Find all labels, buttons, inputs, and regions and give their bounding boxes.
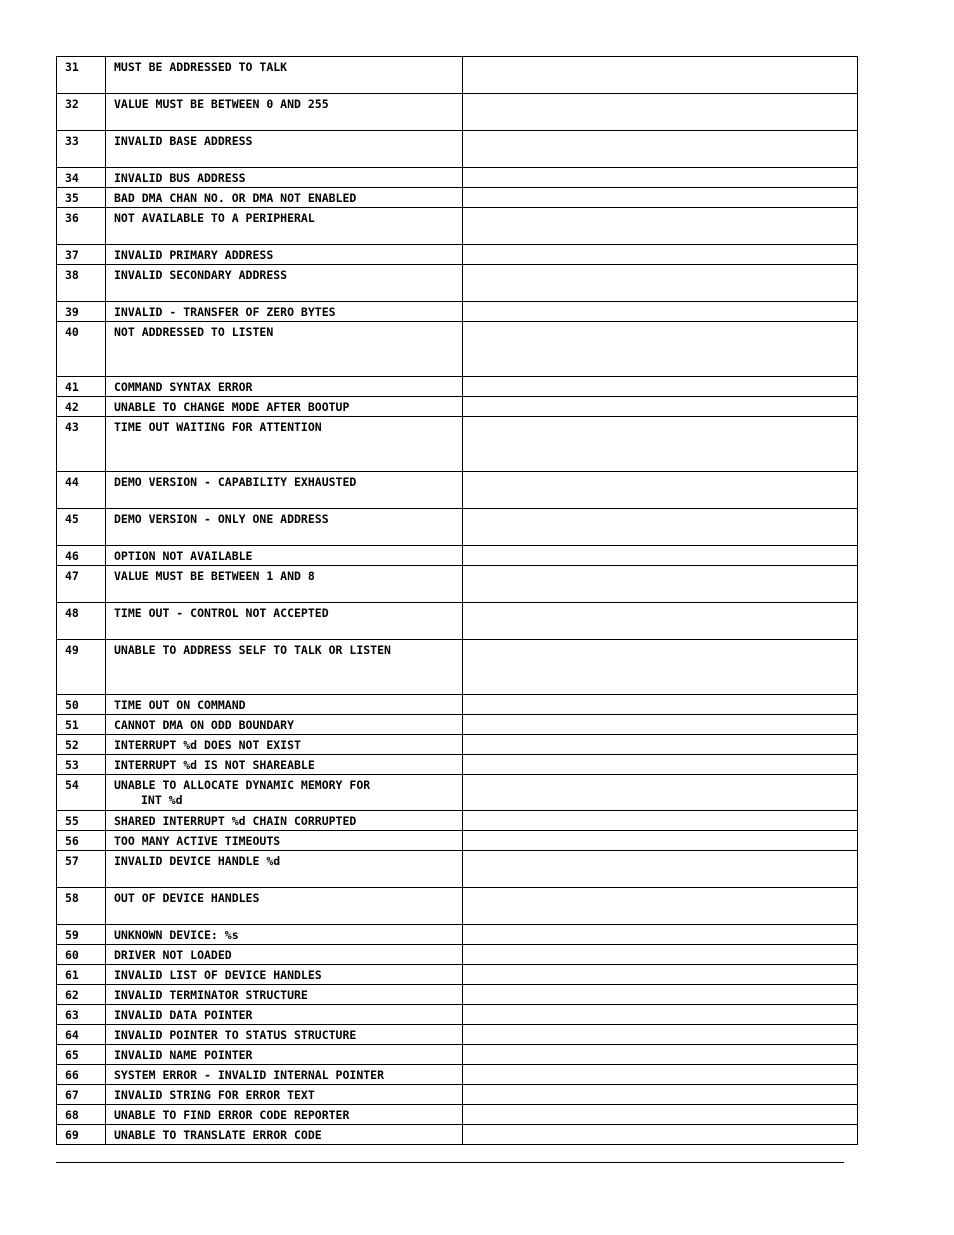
error-message-text: VALUE MUST BE BETWEEN 1 AND 8: [114, 569, 315, 583]
error-code-cell: 56: [57, 831, 106, 851]
error-message-cell: [106, 1085, 463, 1105]
table-row: [57, 208, 858, 245]
error-message-text: TIME OUT WAITING FOR ATTENTION: [114, 420, 322, 434]
error-message-text: UNKNOWN DEVICE: %s: [114, 928, 239, 942]
error-message-cell: [106, 397, 463, 417]
notes-cell: [463, 1065, 858, 1085]
error-code-cell: 59: [57, 925, 106, 945]
error-message-text: INVALID BUS ADDRESS: [114, 171, 246, 185]
table-row: [57, 1085, 858, 1105]
error-message-cell: [106, 831, 463, 851]
error-message-cell: [106, 546, 463, 566]
error-code-cell: 39: [57, 302, 106, 322]
error-message-cell: [106, 755, 463, 775]
error-code-cell: 58: [57, 888, 106, 925]
notes-cell: [463, 1125, 858, 1145]
error-message-cell: [106, 1125, 463, 1145]
table-row: [57, 417, 858, 472]
table-row: [57, 735, 858, 755]
error-message-cell: [106, 131, 463, 168]
error-code-cell: 60: [57, 945, 106, 965]
error-code-cell: 51: [57, 715, 106, 735]
error-message-text: UNABLE TO CHANGE MODE AFTER BOOTUP: [114, 400, 350, 414]
error-message-cell: [106, 985, 463, 1005]
notes-cell: [463, 377, 858, 397]
error-code-cell: 44: [57, 472, 106, 509]
error-code-cell: 32: [57, 94, 106, 131]
error-message-text: INVALID - TRANSFER OF ZERO BYTES: [114, 305, 336, 319]
error-code-cell: 47: [57, 566, 106, 603]
error-code-cell: 49: [57, 640, 106, 695]
error-message-cell: [106, 945, 463, 965]
notes-cell: [463, 472, 858, 509]
notes-cell: [463, 397, 858, 417]
notes-cell: [463, 265, 858, 302]
notes-cell: [463, 509, 858, 546]
error-code-cell: 53: [57, 755, 106, 775]
error-message-text: VALUE MUST BE BETWEEN 0 AND 255: [114, 97, 329, 111]
error-message-cell: [106, 888, 463, 925]
error-code-cell: 63: [57, 1005, 106, 1025]
error-message-cell: [106, 1105, 463, 1125]
error-code-cell: 64: [57, 1025, 106, 1045]
error-message-cell: [106, 695, 463, 715]
error-message-text: INVALID POINTER TO STATUS STRUCTURE: [114, 1028, 357, 1042]
table-row: [57, 1105, 858, 1125]
table-row: [57, 851, 858, 888]
table-row: [57, 715, 858, 735]
error-message-cell: [106, 322, 463, 377]
error-message-text: UNABLE TO ADDRESS SELF TO TALK OR LISTEN: [114, 643, 391, 657]
error-message-cell: [106, 377, 463, 397]
error-code-cell: 35: [57, 188, 106, 208]
error-code-cell: 57: [57, 851, 106, 888]
notes-cell: [463, 208, 858, 245]
error-message-cell: [106, 94, 463, 131]
error-message-text: DEMO VERSION - ONLY ONE ADDRESS: [114, 512, 329, 526]
table-row: [57, 322, 858, 377]
error-message-cell: [106, 188, 463, 208]
error-message-text: DEMO VERSION - CAPABILITY EXHAUSTED: [114, 475, 357, 489]
error-message-cell: [106, 302, 463, 322]
error-code-cell: 68: [57, 1105, 106, 1125]
error-code-cell: 45: [57, 509, 106, 546]
table-row: [57, 603, 858, 640]
error-message-cell: [106, 811, 463, 831]
notes-cell: [463, 640, 858, 695]
error-message-cell: [106, 509, 463, 546]
notes-cell: [463, 831, 858, 851]
error-code-cell: 37: [57, 245, 106, 265]
error-code-cell: 55: [57, 811, 106, 831]
error-message-cell: [106, 851, 463, 888]
notes-cell: [463, 811, 858, 831]
error-message-text: UNABLE TO TRANSLATE ERROR CODE: [114, 1128, 322, 1142]
error-code-cell: 62: [57, 985, 106, 1005]
table-row: [57, 397, 858, 417]
notes-cell: [463, 715, 858, 735]
error-message-text: INVALID PRIMARY ADDRESS: [114, 248, 274, 262]
error-message-cell: [106, 472, 463, 509]
notes-cell: [463, 131, 858, 168]
error-message-text: BAD DMA CHAN NO. OR DMA NOT ENABLED: [114, 191, 357, 205]
notes-cell: [463, 417, 858, 472]
table-row: [57, 640, 858, 695]
notes-cell: [463, 735, 858, 755]
error-message-text: INVALID SECONDARY ADDRESS: [114, 268, 288, 282]
error-message-cell: [106, 775, 463, 811]
table-row: [57, 925, 858, 945]
error-message-cell: [106, 640, 463, 695]
notes-cell: [463, 965, 858, 985]
error-message-cell: [106, 925, 463, 945]
error-code-cell: 43: [57, 417, 106, 472]
table-row: [57, 965, 858, 985]
table-row: [57, 168, 858, 188]
notes-cell: [463, 546, 858, 566]
error-message-text: CANNOT DMA ON ODD BOUNDARY: [114, 718, 295, 732]
notes-cell: [463, 188, 858, 208]
error-message-cell: [106, 735, 463, 755]
error-message-cell: [106, 965, 463, 985]
table-row: [57, 265, 858, 302]
error-message-cell: [106, 1005, 463, 1025]
notes-cell: [463, 1085, 858, 1105]
error-code-cell: 67: [57, 1085, 106, 1105]
error-message-text: INVALID STRING FOR ERROR TEXT: [114, 1088, 315, 1102]
error-message-cell: [106, 1025, 463, 1045]
error-message-cell: [106, 245, 463, 265]
table-row: [57, 245, 858, 265]
table-row: [57, 755, 858, 775]
error-message-cell: [106, 715, 463, 735]
error-message-text: OPTION NOT AVAILABLE: [114, 549, 253, 563]
error-message-text: TOO MANY ACTIVE TIMEOUTS: [114, 834, 281, 848]
table-row: [57, 985, 858, 1005]
table-row: [57, 831, 858, 851]
error-code-cell: 54: [57, 775, 106, 811]
footer-rule: [56, 1162, 844, 1163]
notes-cell: [463, 888, 858, 925]
table-row: [57, 945, 858, 965]
error-message-cell: [106, 603, 463, 640]
error-message-text: UNABLE TO ALLOCATE DYNAMIC MEMORY FOR: [114, 778, 371, 792]
error-message-text: INTERRUPT %d IS NOT SHAREABLE: [114, 758, 315, 772]
error-code-cell: 40: [57, 322, 106, 377]
error-message-text: UNABLE TO FIND ERROR CODE REPORTER: [114, 1108, 350, 1122]
error-message-text: SYSTEM ERROR - INVALID INTERNAL POINTER: [114, 1068, 385, 1082]
table-row: [57, 1025, 858, 1045]
error-code-cell: 61: [57, 965, 106, 985]
error-message-text: INVALID NAME POINTER: [114, 1048, 253, 1062]
notes-cell: [463, 775, 858, 811]
error-code-cell: 52: [57, 735, 106, 755]
error-code-rows: [57, 57, 858, 1145]
table-row: [57, 546, 858, 566]
table-row: [57, 888, 858, 925]
error-code-cell: 41: [57, 377, 106, 397]
notes-cell: [463, 1005, 858, 1025]
error-message-text: INVALID DEVICE HANDLE %d: [114, 854, 281, 868]
table-row: [57, 57, 858, 94]
notes-cell: [463, 322, 858, 377]
error-message-cell: [106, 57, 463, 94]
notes-cell: [463, 1105, 858, 1125]
error-message-text: NOT AVAILABLE TO A PERIPHERAL: [114, 211, 315, 225]
error-message-cell: [106, 265, 463, 302]
table-row: [57, 509, 858, 546]
table-row: [57, 1005, 858, 1025]
error-code-cell: 31: [57, 57, 106, 94]
error-message-text: INVALID DATA POINTER: [114, 1008, 253, 1022]
notes-cell: [463, 851, 858, 888]
error-message-cell: [106, 208, 463, 245]
notes-cell: [463, 245, 858, 265]
error-message-cell: [106, 417, 463, 472]
notes-cell: [463, 566, 858, 603]
error-code-table: [56, 56, 858, 1145]
error-code-cell: 33: [57, 131, 106, 168]
error-message-text: TIME OUT - CONTROL NOT ACCEPTED: [114, 606, 329, 620]
error-code-cell: 65: [57, 1045, 106, 1065]
error-message-text: INVALID LIST OF DEVICE HANDLES: [114, 968, 322, 982]
notes-cell: [463, 755, 858, 775]
table-row: [57, 1065, 858, 1085]
error-message-text: NOT ADDRESSED TO LISTEN: [114, 325, 274, 339]
error-message-text-continued: INT %d: [141, 793, 183, 807]
error-message-text: INVALID BASE ADDRESS: [114, 134, 253, 148]
notes-cell: [463, 168, 858, 188]
error-message-text: TIME OUT ON COMMAND: [114, 698, 246, 712]
table-row: [57, 94, 858, 131]
error-code-cell: 50: [57, 695, 106, 715]
table-row: [57, 131, 858, 168]
table-row: [57, 695, 858, 715]
error-code-cell: 69: [57, 1125, 106, 1145]
notes-cell: [463, 925, 858, 945]
table-row: [57, 811, 858, 831]
table-row: [57, 1045, 858, 1065]
error-message-text: MUST BE ADDRESSED TO TALK: [114, 60, 288, 74]
error-message-text: DRIVER NOT LOADED: [114, 948, 232, 962]
error-message-text: INTERRUPT %d DOES NOT EXIST: [114, 738, 301, 752]
error-message-cell: [106, 1065, 463, 1085]
error-message-cell: [106, 1045, 463, 1065]
error-code-cell: 38: [57, 265, 106, 302]
notes-cell: [463, 94, 858, 131]
error-code-cell: 66: [57, 1065, 106, 1085]
error-message-text: COMMAND SYNTAX ERROR: [114, 380, 253, 394]
error-message-text: SHARED INTERRUPT %d CHAIN CORRUPTED: [114, 814, 357, 828]
notes-cell: [463, 1045, 858, 1065]
table-row: [57, 775, 858, 811]
table-row: [57, 1125, 858, 1145]
table-row: [57, 377, 858, 397]
notes-cell: [463, 945, 858, 965]
notes-cell: [463, 302, 858, 322]
notes-cell: [463, 985, 858, 1005]
error-message-text: INVALID TERMINATOR STRUCTURE: [114, 988, 308, 1002]
error-code-cell: 46: [57, 546, 106, 566]
notes-cell: [463, 1025, 858, 1045]
error-code-cell: 34: [57, 168, 106, 188]
notes-cell: [463, 695, 858, 715]
table-row: [57, 188, 858, 208]
table-row: [57, 566, 858, 603]
table-row: [57, 302, 858, 322]
notes-cell: [463, 603, 858, 640]
error-message-cell: [106, 566, 463, 603]
table-row: [57, 472, 858, 509]
notes-cell: [463, 57, 858, 94]
error-code-cell: 42: [57, 397, 106, 417]
error-code-cell: 48: [57, 603, 106, 640]
error-code-cell: 36: [57, 208, 106, 245]
error-message-cell: [106, 168, 463, 188]
error-message-text: OUT OF DEVICE HANDLES: [114, 891, 260, 905]
